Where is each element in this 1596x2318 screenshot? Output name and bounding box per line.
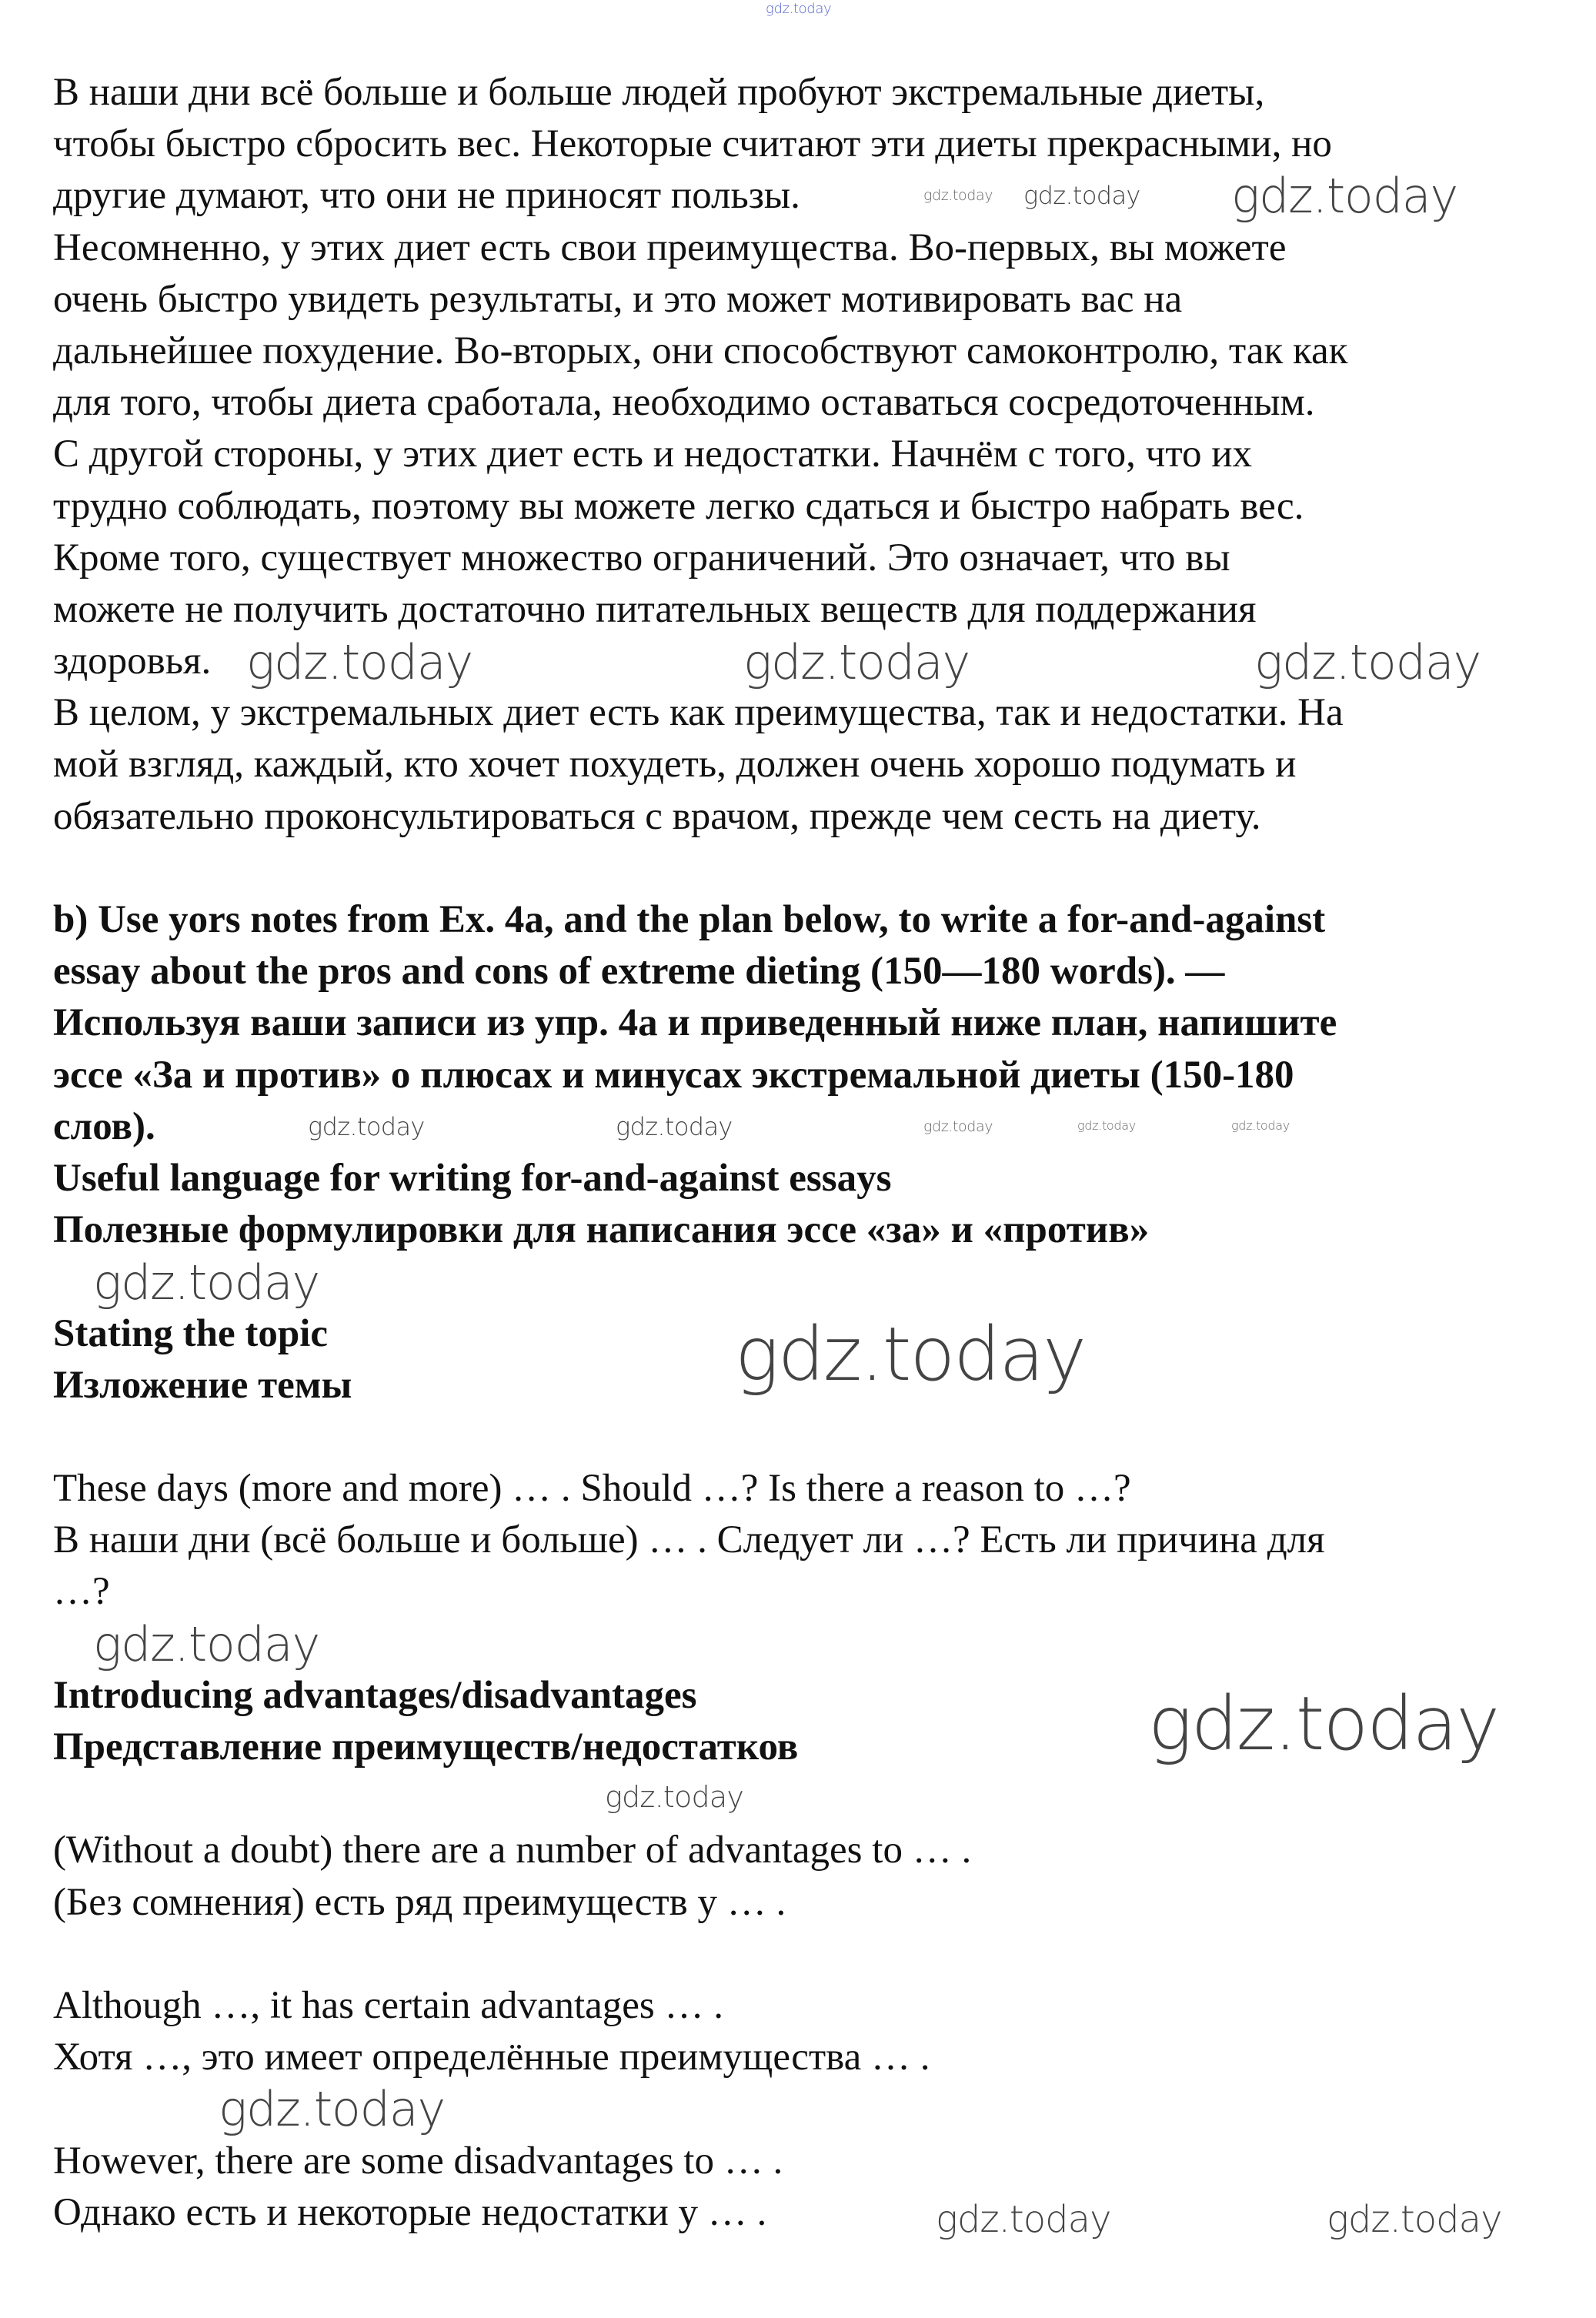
watermark: gdz.today (1148, 1681, 1499, 1767)
blank-line (53, 1773, 1561, 1825)
watermark: gdz.today (1231, 168, 1457, 224)
watermark: gdz.today (219, 2081, 445, 2137)
phrase-line: Однако есть и некоторые недостатки у … . (53, 2190, 767, 2234)
task-line: эссе «За и против» о плюсах и минусах экстремальной диеты (150-180 (53, 1053, 1294, 1097)
blank-line (53, 843, 1561, 894)
essay-line: для того, чтобы диета сработала, необходимо оставаться сосредоточенным. (53, 381, 1315, 425)
phrase-line: (Without a doubt) there are a number of advantages to … . (53, 1829, 972, 1872)
section-heading-ru: Представление преимуществ/недостатков (53, 1725, 799, 1769)
watermark: gdz.today (246, 634, 472, 690)
phrase-line: В наши дни (всё больше и больше) … . Следует ли …? Есть ли причина для (53, 1518, 1325, 1562)
phrase-line: Although …, it has certain advantages … . (53, 1983, 724, 2027)
watermark: gdz.today (1023, 181, 1140, 210)
watermark: gdz.today (605, 1780, 744, 1814)
phrase-line: However, there are some disadvantages to … . (53, 2139, 783, 2183)
watermark: gdz.today (743, 634, 970, 690)
essay-line: В целом, у экстремальных диет есть как преимущества, так и недостатки. На (53, 691, 1344, 735)
essay-line: другие думают, что они не приносят пользы. (53, 174, 800, 218)
phrase-line: These days (more and more) … . Should …? Is there a reason to …? (53, 1467, 1131, 1511)
essay-line: мой взгляд, каждый, кто хочет похудеть, должен очень хорошо подумать и (53, 743, 1297, 787)
watermark: gdz.today (1254, 634, 1481, 690)
essay-line: дальнейшее похудение. Во-вторых, они способствуют самоконтролю, так как (53, 329, 1348, 372)
task-line: b) Use yors notes from Ex. 4a, and the plan below, to write a for-and-against (53, 898, 1326, 941)
watermark: gdz.today (93, 1254, 319, 1311)
essay-line: С другой стороны, у этих диет есть и недостатки. Начнём с того, что их (53, 433, 1252, 476)
watermark: gdz.today (1327, 2198, 1502, 2241)
watermark: gdz.today (1231, 1118, 1290, 1133)
essay-line: Несомненно, у этих диет есть свои преимущества. Во-первых, вы можете (53, 225, 1287, 269)
task-line: слов). (53, 1104, 155, 1148)
watermark: gdz.today (766, 1, 832, 17)
blank-line (53, 1411, 1561, 1463)
watermark: gdz.today (735, 1311, 1086, 1398)
watermark: gdz.today (308, 1112, 425, 1141)
watermark: gdz.today (923, 187, 993, 204)
watermark: gdz.today (923, 1118, 993, 1135)
essay-line: можете не получить достаточно питательных веществ для поддержания (53, 587, 1257, 631)
essay-line: Кроме того, существует множество ограничений. Это означает, что вы (53, 536, 1230, 580)
task-line: essay about the pros and cons of extreme dieting (150—180 words). — (53, 950, 1225, 994)
essay-line: очень быстро увидеть результаты, и это может мотивировать вас на (53, 277, 1183, 321)
section-heading-ru: Изложение темы (53, 1363, 352, 1407)
useful-language-heading-ru: Полезные формулировки для написания эссе «за» и «против» (53, 1208, 1150, 1252)
document-body (53, 67, 1561, 2239)
essay-line: здоровья. (53, 640, 212, 683)
essay-line: обязательно проконсультироваться с врачом, прежде чем сесть на диету. (53, 794, 1261, 838)
watermark: gdz.today (1077, 1118, 1136, 1133)
phrase-line: (Без сомнения) есть ряд преимуществ у … . (53, 1880, 786, 1924)
essay-line: трудно соблюдать, поэтому вы можете легко сдаться и быстро набрать вес. (53, 484, 1304, 528)
phrase-line: Хотя …, это имеет определённые преимущества … . (53, 2036, 930, 2079)
useful-language-heading: Useful language for writing for-and-against essays (53, 1156, 892, 1200)
section-heading: Stating the topic (53, 1311, 328, 1355)
phrase-line: …? (53, 1570, 110, 1614)
watermark: gdz.today (936, 2198, 1111, 2241)
blank-line (53, 1929, 1561, 1980)
essay-line: В наши дни всё больше и больше людей пробуют экстремальные диеты, (53, 71, 1265, 114)
section-heading: Introducing advantages/disadvantages (53, 1673, 697, 1717)
watermark: gdz.today (616, 1112, 733, 1141)
watermark: gdz.today (93, 1616, 319, 1672)
essay-line: чтобы быстро сбросить вес. Некоторые считают эти диеты прекрасными, но (53, 122, 1332, 166)
task-line: Используя ваши записи из упр. 4а и приведенный ниже план, напишите (53, 1001, 1337, 1045)
